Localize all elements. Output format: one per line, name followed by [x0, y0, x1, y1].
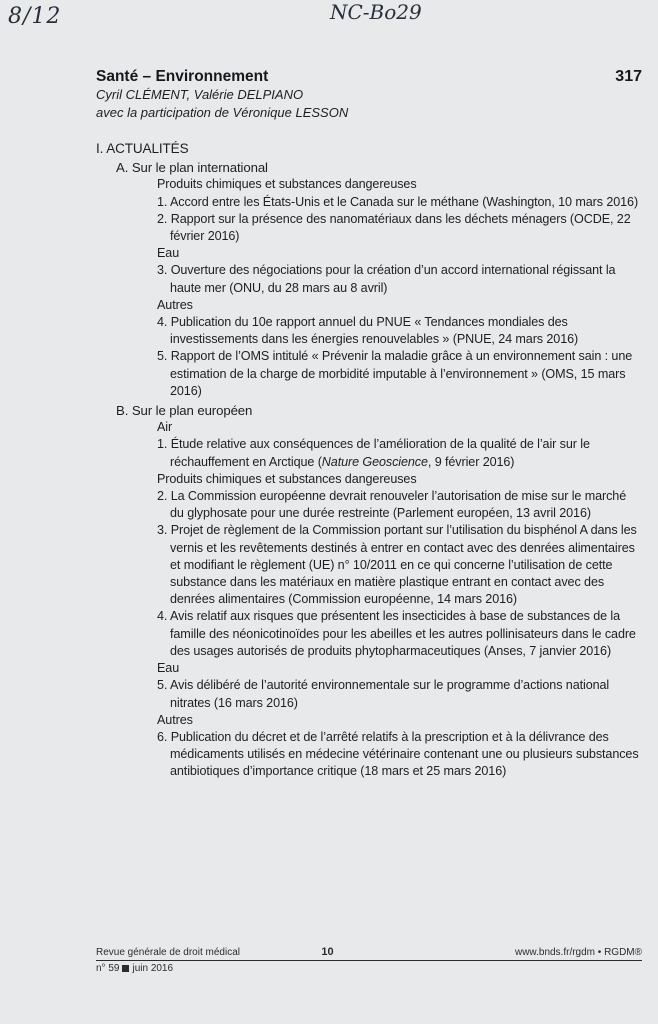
journal-name: Nature Geoscience — [321, 454, 428, 469]
article-header — [96, 68, 642, 122]
category-label: Autres — [157, 297, 193, 312]
issue-number: n° 59 — [96, 963, 120, 974]
heading-european: B. Sur le plan européen — [116, 403, 253, 419]
authors: Cyril CLÉMENT, Valérie DELPIANO — [96, 87, 304, 102]
handwritten-annotation-left: 8/12 — [8, 4, 62, 29]
category-label: Produits chimiques et substances dangereuses — [157, 177, 417, 192]
category-label: Air — [157, 420, 173, 435]
participation-note: avec la participation de Véronique LESSON — [96, 105, 349, 120]
page-footer — [96, 946, 642, 974]
issue-date: juin 2016 — [132, 963, 174, 974]
list-item — [157, 436, 642, 470]
heading-international: A. Sur le plan international — [116, 160, 268, 176]
heading-actualites: I. ACTUALITÉS — [96, 141, 189, 156]
list-item: 3. Projet de règlement de la Commission portant sur l’utilisation du bisphénol A dans les vernis et les revêtements destinés à entrer en contact avec des denrées alimentaires et modifiant le règlement (UE) n° 10/2011 en ce qui concerne l’utilisation de cette substance dans les matériaux en matière plastique entrant en contact avec des denrées alimentaires (Commission européenne, 14 mars 2016) — [157, 523, 637, 607]
list-item: 4. Avis relatif aux risques que présentent les insecticides à base de substances de la famille des néonicotinoïdes pour les abeilles et les autres pollinisateurs dans le cadre des usages autorisés de produits phytopharmaceutiques (Anses, 7 janvier 2016) — [157, 609, 636, 658]
square-bullet-icon — [122, 965, 129, 972]
item-text: , 9 février 2016) — [427, 454, 515, 469]
item-text: 1. Étude relative aux conséquences de l’amélioration de la qualité de l’air sur le réchauffement en Arctique ( — [157, 437, 590, 469]
list-item: 6. Publication du décret et de l’arrêté relatifs à la prescription et à la délivrance des médicaments utilisés en médecine vétérinaire contenant une ou plusieurs substances antibiotiques d’importance critique (18 mars et 25 mars 2016) — [157, 729, 639, 779]
list-item: 1. Accord entre les États-Unis et le Canada sur le méthane (Washington, 10 mars 2016) — [157, 194, 639, 209]
list-item: 2. La Commission européenne devrait renouveler l’autorisation de mise sur le marché du glyphosate pour une durée restreinte (Parlement européen, 13 avril 2016) — [157, 489, 627, 521]
category-label: Autres — [157, 712, 193, 727]
handwritten-annotation-top: NC-Bo29 — [330, 0, 422, 24]
category-label: Produits chimiques et substances dangereuses — [157, 471, 417, 486]
section-title: Santé – Environnement — [96, 68, 269, 85]
category-label: Eau — [157, 246, 180, 261]
list-item: 4. Publication du 10e rapport annuel du PNUE « Tendances mondiales des investissements dans les énergies renouvelables » (PNUE, 24 mars 2016) — [157, 315, 579, 347]
list-item: 3. Ouverture des négociations pour la création d’un accord international régissant la haute mer (ONU, du 28 mars au 8 avril) — [157, 263, 616, 295]
website-link: www.bnds.fr/rgdm • RGDM® — [514, 947, 642, 958]
page-number: 317 — [615, 68, 642, 85]
footer-page-number: 10 — [321, 946, 334, 958]
category-label: Eau — [157, 661, 180, 676]
journal-title: Revue générale de droit médical — [96, 947, 240, 958]
article-body — [96, 136, 642, 781]
list-item: 5. Avis délibéré de l’autorité environnementale sur le programme d’actions national nitrates (16 mars 2016) — [157, 678, 610, 710]
list-item: 5. Rapport de l’OMS intitulé « Prévenir la maladie grâce à un environnement sain : une estimation de la charge de morbidité imputable à l’environnement » (OMS, 15 mars 2016) — [157, 349, 633, 398]
list-item: 2. Rapport sur la présence des nanomatériaux dans les déchets ménagers (OCDE, 22 février 2016) — [157, 211, 631, 244]
